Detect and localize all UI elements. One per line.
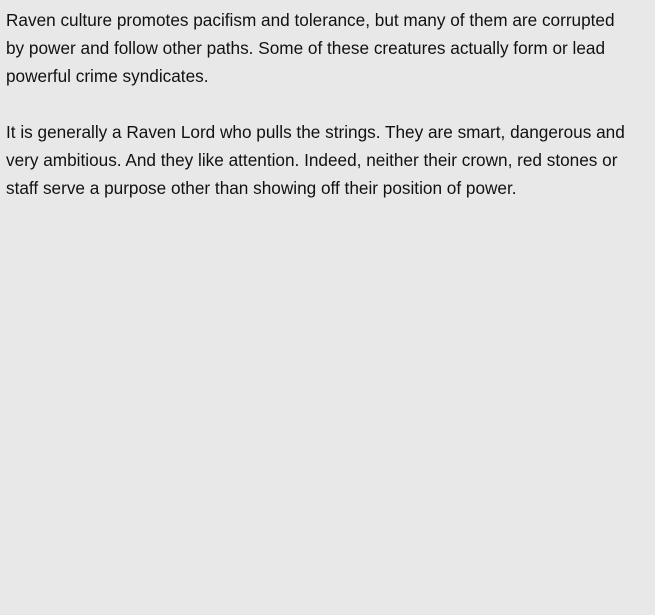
article-body xyxy=(0,0,642,202)
paragraph-raven-lord: It is generally a Raven Lord who pulls the strings. They are smart, dangerous and very ambitious. And they like attention. Indeed, neither their crown, red stones or staff serve a purpose other than showing off their position of power. xyxy=(6,122,625,198)
paragraph-raven-culture: Raven culture promotes pacifism and tolerance, but many of them are corrupted by power and follow other paths. Some of these creatures actually form or lead powerful crime syndicates. xyxy=(6,10,615,86)
